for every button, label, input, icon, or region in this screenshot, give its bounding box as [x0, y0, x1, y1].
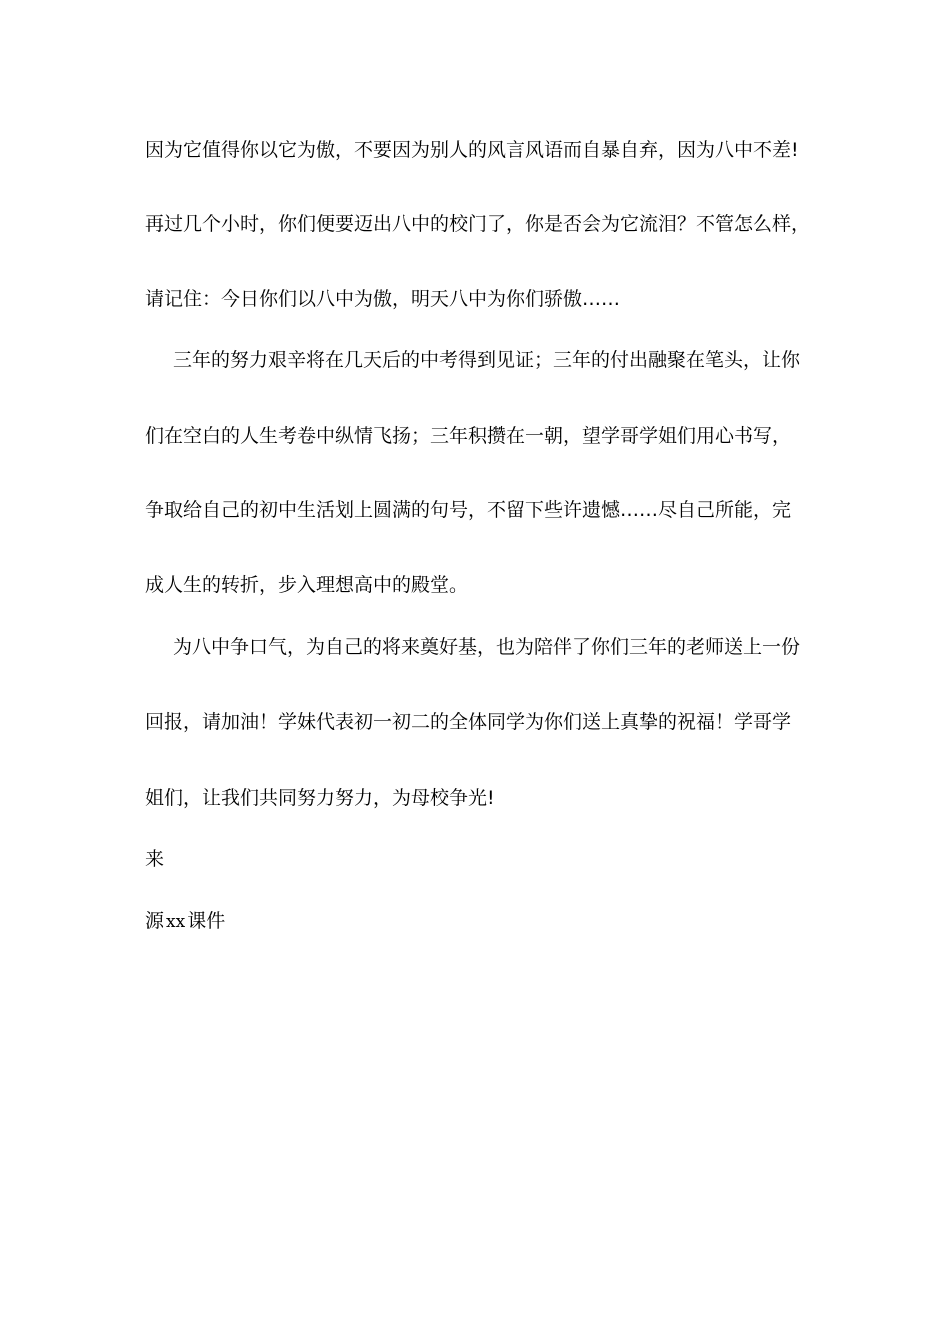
text-line: 再过几个小时，你们便要迈出八中的校门了，你是否会为它流泪？不管怎么样， — [145, 213, 811, 235]
text-line: 请记住：今日你们以八中为傲，明天八中为你们骄傲…… — [145, 288, 621, 310]
paragraph-start-line: 三年的努力艰辛将在几天后的中考得到见证；三年的付出融聚在笔头，让你 — [173, 349, 801, 371]
text-line: 们在空白的人生考卷中纵情飞扬；三年积攒在一朝，望学哥学姐们用心书写， — [145, 425, 792, 447]
source-suffix: 课件 — [187, 910, 226, 932]
paragraph-start-line: 为八中争口气，为自己的将来奠好基，也为陪伴了你们三年的老师送上一份 — [173, 636, 801, 658]
text-line: 成人生的转折，步入理想高中的殿堂。 — [145, 574, 469, 596]
text-line: 回报，请加油！学妹代表初一初二的全体同学为你们送上真挚的祝福！学哥学 — [145, 711, 792, 733]
text-line: 姐们，让我们共同努力努力，为母校争光! — [145, 787, 495, 809]
source-line — [145, 909, 825, 934]
text-line: 因为它值得你以它为傲，不要因为别人的风言风语而自暴自弃，因为八中不差! — [145, 139, 799, 161]
text-line: 争取给自己的初中生活划上圆满的句号，不留下些许遗憾……尽自己所能，完 — [145, 499, 792, 521]
source-xx: xx — [166, 912, 186, 932]
source-prefix: 源 — [145, 910, 165, 932]
text-line: 来 — [145, 848, 165, 870]
